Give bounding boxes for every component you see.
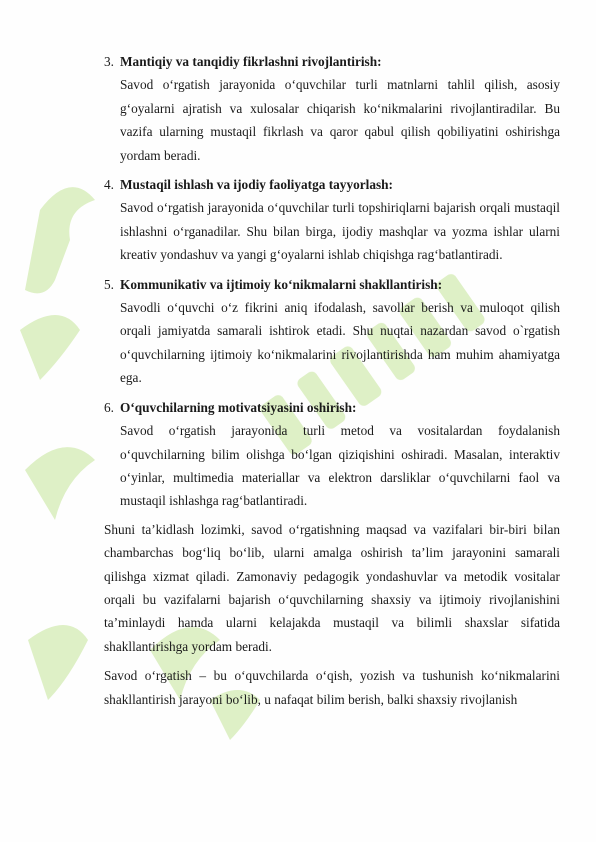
list-item [104,273,560,390]
watermark-mark [20,187,95,700]
item-number: 4. [104,177,114,193]
item-title: Mustaqil ishlash va ijodiy faoliyatga tayyorlash: [120,177,393,193]
body-paragraph: Shuni ta’kidlash lozimki, savod o‘rgatishning maqsad va vazifalari bir-biri bilan chambarchas bog‘liq bo‘lib, ularni amalga oshirish ta’lim jarayonini samarali qilishga xizmat qiladi. Zamonaviy pedagogik yondashuvlar va metodik vositalar orqali bu vazifalarni bajarish o‘quvchilarning shaxsiy va ijtimoiy rivojlanishini ta’minlaydi hamda ularni kelajakda mustaqil va bilimli shaxslar sifatida shakllantirishga yordam beradi. [104,521,560,654]
item-title: Kommunikativ va ijtimoiy ko‘nikmalarni shakllantirish: [120,276,443,292]
document-page [104,50,560,711]
item-text: Savod o‘rgatish jarayonida turli metod va vositalardan foydalanish o‘quvchilarning bilim olishga bo‘lgan qiziqishini oshiradi. Masalan, interaktiv o‘yinlar, multimedia materiallar va elektron darsliklar o‘quvchilarni faol va mustaqil ishlashga rag‘batlantiradi. [120,423,560,509]
item-text: Savodli o‘quvchi o‘z fikrini aniq ifodalash, savollar berish va muloqot qilish orqali jamiyatda samarali ishtirok etadi. Shu nuqtai nazardan savod o`rgatish o‘quvchilarning ijtimoiy ko‘nikmalarini rivojlantirishda ham muhim ahamiyatga ega. [120,300,560,386]
item-number: 5. [104,276,114,292]
item-number: 3. [104,54,114,69]
body-paragraph: Savod o‘rgatish – bu o‘quvchilarda o‘qish, yozish va tushunish ko‘nikmalarini shakllantirish jarayoni bo‘lib, u nafaqat bilim berish, balki shaxsiy rivojlanish [104,668,560,707]
list-item [104,50,560,167]
item-title: Mantiqiy va tanqidiy fikrlashni rivojlantirish: [120,54,382,69]
item-number: 6. [104,399,114,415]
item-title: O‘quvchilarning motivatsiyasini oshirish: [120,399,357,415]
list-item [104,396,560,513]
item-text: Savod o‘rgatish jarayonida o‘quvchilar turli topshiriqlarni bajarish orqali mustaqil ishlashni o‘rganadilar. Shu bilan birga, ijodiy mashqlar va yozma ishlar ularni kreativ yondashuv va yangi g‘oyalarni ishlab chiqishga rag‘batlantiradi. [120,200,560,263]
list-item [104,173,560,267]
item-text: Savod o‘rgatish jarayonida o‘quvchilar turli matnlarni tahlil qilish, asosiy g‘oyalarni ajratish va xulosalar chiqarish ko‘nikmalarini rivojlantiradilar. Bu vazifa ularning mustaqil fikrlash va qaror qabul qilish qobiliyatini oshirishga yordam beradi. [120,77,560,163]
